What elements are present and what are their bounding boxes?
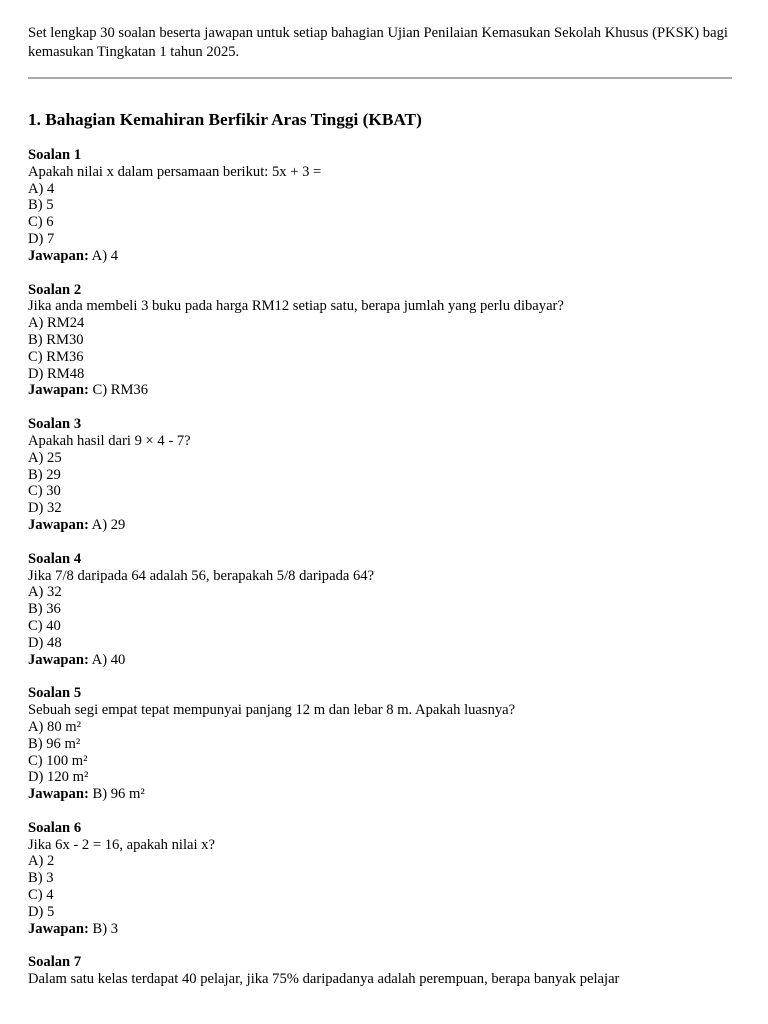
answer-line (28, 382, 740, 399)
answer-option: B) 3 (28, 870, 54, 887)
answer-option: B) 96 m² (28, 735, 81, 752)
answer-option: C) 100 m² (28, 752, 88, 769)
question-block (28, 954, 740, 988)
answer-label: Jawapan: (28, 382, 89, 399)
question-list (28, 147, 740, 988)
answer-option: B) 36 (28, 601, 61, 618)
question-text: Apakah hasil dari 9 × 4 - 7? (28, 432, 191, 449)
question-text: Apakah nilai x dalam persamaan berikut: 5x + 3 = (28, 163, 322, 180)
answer-option: D) 32 (28, 500, 62, 517)
answer-option: C) 40 (28, 617, 61, 634)
answer-line (28, 652, 740, 669)
answer-line (28, 786, 740, 803)
answer-option: A) 25 (28, 449, 62, 466)
answer-option: C) 6 (28, 214, 54, 231)
answer-option: D) 5 (28, 903, 55, 920)
answer-option: D) 120 m² (28, 769, 89, 786)
answer-label: Jawapan: (28, 247, 89, 264)
question-title: Soalan 4 (28, 550, 82, 567)
answer-option: A) RM24 (28, 315, 85, 332)
question-title: Soalan 1 (28, 147, 82, 163)
answer-label: Jawapan: (28, 651, 89, 668)
question-block (28, 820, 740, 938)
question-block (28, 147, 740, 265)
answer-option: C) RM36 (28, 348, 84, 365)
answer-option: D) 48 (28, 634, 62, 651)
question-text: Dalam satu kelas terdapat 40 pelajar, jika 75% daripadanya adalah perempuan, berapa banyak pelajar (28, 971, 620, 988)
question-block (28, 551, 740, 669)
answer-option: D) 7 (28, 230, 55, 247)
answer-line (28, 921, 740, 938)
answer-value: A) 40 (91, 651, 126, 668)
answer-value: A) 4 (91, 247, 119, 264)
answer-option: A) 80 m² (28, 718, 82, 735)
answer-label: Jawapan: (28, 516, 89, 533)
answer-option: B) RM30 (28, 331, 84, 348)
answer-value: B) 3 (92, 920, 119, 937)
answer-value: A) 29 (91, 516, 126, 533)
intro-paragraph: Set lengkap 30 soalan beserta jawapan untuk setiap bahagian Ujian Penilaian Kemasukan Sekolah Khusus (PKSK) bagi kemasukan Tingkatan 1 tahun 2025. (28, 25, 728, 60)
answer-option: A) 4 (28, 180, 55, 197)
question-title: Soalan 3 (28, 416, 82, 433)
answer-line (28, 248, 740, 265)
question-text: Jika anda membeli 3 buku pada harga RM12 setiap satu, berapa jumlah yang perlu dibayar? (28, 298, 564, 315)
question-title: Soalan 7 (28, 954, 82, 971)
answer-label: Jawapan: (28, 786, 89, 803)
answer-value: C) RM36 (92, 382, 149, 399)
question-text: Sebuah segi empat tepat mempunyai panjang 12 m dan lebar 8 m. Apakah luasnya? (28, 702, 516, 719)
question-title: Soalan 5 (28, 685, 82, 702)
question-block (28, 685, 740, 803)
answer-option: B) 5 (28, 197, 54, 214)
answer-option: A) 32 (28, 584, 62, 601)
section-heading: 1. Bahagian Kemahiran Berfikir Aras Tinggi (KBAT) (28, 110, 422, 129)
answer-option: D) RM48 (28, 365, 85, 382)
answer-value: B) 96 m² (92, 786, 145, 803)
question-title: Soalan 2 (28, 281, 82, 298)
horizontal-divider (28, 77, 732, 79)
document-page (28, 24, 740, 1005)
answer-option: A) 2 (28, 853, 55, 870)
answer-option: C) 4 (28, 887, 54, 904)
question-text: Jika 6x - 2 = 16, apakah nilai x? (28, 836, 215, 853)
question-block (28, 282, 740, 400)
answer-option: C) 30 (28, 483, 61, 500)
answer-option: B) 29 (28, 466, 61, 483)
question-text: Jika 7/8 daripada 64 adalah 56, berapakah 5/8 daripada 64? (28, 567, 375, 584)
question-block (28, 416, 740, 534)
answer-line (28, 517, 740, 534)
answer-label: Jawapan: (28, 920, 89, 937)
question-title: Soalan 6 (28, 819, 82, 836)
